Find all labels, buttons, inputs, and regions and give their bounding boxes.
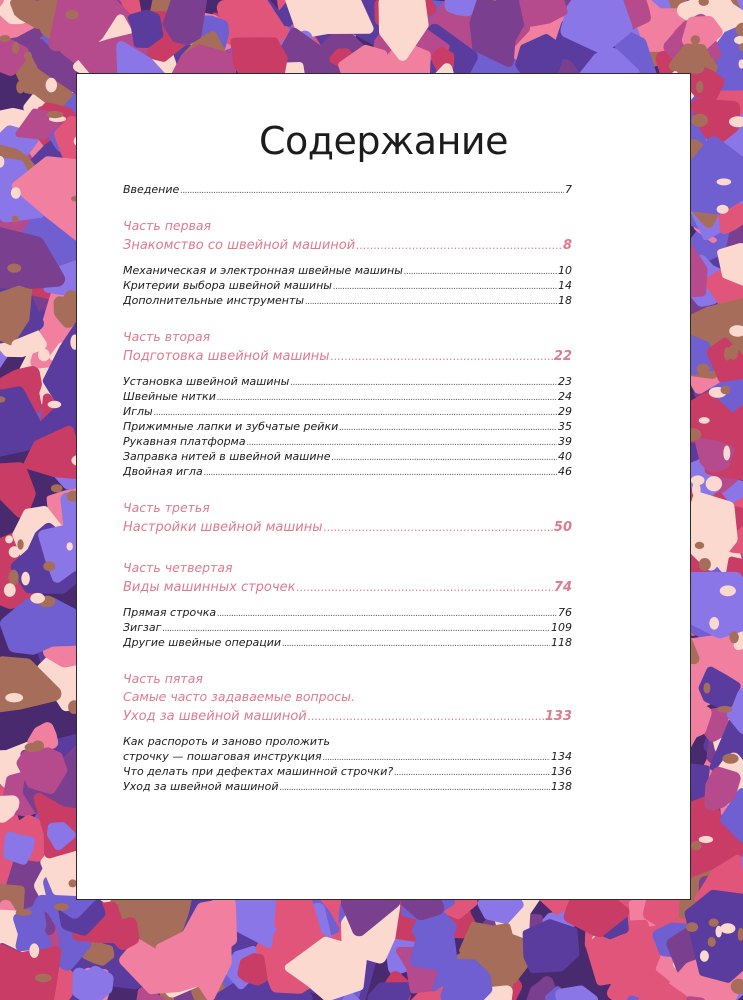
toc-entry-page: 138	[551, 780, 572, 793]
dot-leader	[162, 622, 550, 635]
toc-entry-label: Прямая строчка	[123, 606, 217, 619]
floral-blob	[475, 2, 512, 62]
toc-entry-page: 14	[558, 279, 572, 292]
toc-entry[interactable]	[123, 464, 572, 479]
toc-entry-label: Другие швейные операции	[123, 636, 282, 649]
part-heading-label: Настройки швейной машины	[123, 520, 323, 535]
floral-blob	[568, 0, 626, 47]
toc-entry-label: Иглы	[123, 405, 153, 418]
dot-leader	[290, 376, 557, 389]
toc-entry-page: 76	[558, 606, 572, 619]
floral-dot	[11, 187, 21, 199]
floral-dot	[709, 617, 719, 630]
toc-entry-page: 46	[558, 465, 572, 478]
toc-entry-label: Установка швейной машины	[123, 375, 290, 388]
dot-leader	[331, 346, 553, 368]
floral-blob	[0, 470, 28, 511]
toc-entry-page: 134	[551, 750, 572, 763]
part-label: Часть третья	[123, 500, 210, 515]
dot-leader	[247, 436, 557, 449]
part-label: Часть пятая	[123, 671, 203, 686]
dot-leader	[217, 391, 557, 404]
floral-dot	[721, 15, 735, 25]
toc-entry[interactable]	[123, 293, 572, 308]
toc-entry-label: Критерии выбора швейной машины	[123, 279, 332, 292]
toc-entry-label: Заправка нитей в швейной машине	[123, 450, 331, 463]
floral-dot	[12, 216, 19, 223]
spacer	[123, 539, 572, 559]
floral-blob	[447, 965, 486, 999]
floral-dot	[709, 919, 719, 927]
part-heading[interactable]	[123, 235, 572, 257]
toc-entry[interactable]	[123, 605, 572, 620]
floral-dot	[717, 706, 733, 713]
table-of-contents	[123, 182, 572, 794]
floral-dot	[43, 561, 55, 571]
floral-dot	[8, 800, 19, 812]
floral-dot	[691, 475, 705, 485]
toc-entry[interactable]	[123, 449, 572, 464]
floral-dot	[67, 542, 73, 550]
floral-dot	[0, 35, 10, 42]
dot-leader	[180, 184, 564, 197]
toc-entry-intro[interactable]	[123, 182, 572, 197]
part-label: Часть вторая	[123, 329, 211, 344]
part-label: Часть четвертая	[123, 560, 233, 575]
toc-entry[interactable]	[123, 263, 572, 278]
floral-dot	[27, 696, 44, 705]
floral-blob	[7, 604, 83, 648]
floral-dot	[721, 386, 731, 395]
dot-leader	[356, 235, 562, 257]
toc-entry-label: Механическая и электронная швейные машины	[123, 264, 403, 277]
floral-blob	[526, 922, 576, 969]
part-heading-page: 8	[562, 238, 572, 253]
toc-entry-label: Дополнительные инструменты	[123, 294, 305, 307]
toc-entry[interactable]	[123, 278, 572, 293]
dot-leader	[331, 451, 557, 464]
floral-dot	[66, 10, 79, 20]
page-title: Содержание	[259, 119, 508, 163]
floral-dot	[686, 922, 698, 932]
toc-entry-label: Прижимные лапки и зубчатые рейки	[123, 420, 339, 433]
toc-entry-page: 35	[558, 420, 572, 433]
floral-dot	[48, 401, 62, 408]
floral-dot	[47, 111, 64, 118]
floral-dot	[720, 585, 736, 596]
dot-leader	[296, 577, 552, 599]
floral-dot	[696, 81, 703, 93]
floral-blob	[22, 753, 61, 788]
floral-dot	[35, 974, 52, 983]
floral-blob	[452, 0, 472, 9]
part-heading-label: Знакомство со швейной машиной	[123, 238, 356, 253]
floral-blob	[711, 774, 733, 804]
part-heading-line: Самые часто задаваемые вопросы.	[123, 689, 355, 704]
dot-leader	[280, 781, 551, 794]
floral-dot	[46, 78, 57, 93]
toc-entry-page: 109	[551, 621, 572, 634]
floral-dot	[16, 909, 32, 916]
floral-dot	[708, 937, 716, 947]
floral-dot	[699, 836, 713, 843]
floral-dot	[725, 536, 736, 543]
floral-dot	[723, 446, 730, 461]
toc-entry-label: строчку — пошаговая инструкция	[123, 750, 322, 763]
floral-dot	[4, 583, 16, 597]
floral-dot	[691, 35, 701, 44]
toc-parts	[123, 197, 572, 794]
spacer	[123, 479, 572, 499]
toc-entry[interactable]	[123, 419, 572, 434]
dot-leader	[217, 607, 557, 620]
toc-entry-page: 18	[558, 294, 572, 307]
floral-dot	[717, 178, 732, 185]
floral-dot	[703, 683, 710, 694]
floral-blob	[285, 0, 369, 33]
floral-dot	[729, 631, 738, 643]
toc-entry-label: Уход за швейной машиной	[123, 780, 279, 793]
dot-leader	[323, 751, 550, 764]
floral-dot	[17, 539, 23, 549]
dot-leader	[339, 421, 557, 434]
floral-dot	[51, 484, 63, 492]
toc-entry-line: Как распороть и заново проложить	[123, 735, 330, 748]
toc-entry-label: Введение	[123, 183, 180, 196]
spacer	[123, 197, 572, 217]
dot-leader	[204, 466, 557, 479]
floral-dot	[5, 535, 13, 543]
floral-blob	[561, 992, 592, 1000]
floral-dot	[706, 476, 722, 491]
floral-dot	[21, 572, 30, 586]
toc-entry-label: Что делать при дефектах машинной строчки?	[123, 765, 394, 778]
toc-entry[interactable]	[123, 620, 572, 635]
toc-entry-page: 7	[565, 183, 572, 196]
floral-dot	[11, 339, 26, 351]
floral-dot	[699, 558, 711, 571]
floral-blob	[687, 499, 731, 564]
floral-dot	[723, 267, 740, 278]
floral-dot	[717, 205, 729, 214]
floral-dot	[32, 741, 44, 752]
toc-entry-page: 40	[558, 450, 572, 463]
floral-dot	[720, 923, 735, 933]
dot-leader	[282, 637, 550, 650]
part-heading-page: 22	[553, 349, 572, 364]
toc-entry[interactable]	[123, 434, 572, 449]
toc-entry-label: Швейные нитки	[123, 390, 216, 403]
toc-entry-page: 136	[551, 765, 572, 778]
toc-entry[interactable]	[123, 404, 572, 419]
toc-entry-label: Зигзаг	[123, 621, 162, 634]
floral-dot	[699, 417, 710, 424]
floral-dot	[715, 319, 731, 329]
dot-leader	[323, 517, 552, 539]
floral-blob	[417, 933, 450, 964]
toc-entry-page: 39	[558, 435, 572, 448]
toc-entry-page: 118	[551, 636, 572, 649]
spacer	[123, 308, 572, 328]
floral-dot	[697, 364, 710, 375]
part-heading-page: 133	[544, 709, 572, 724]
toc-entry[interactable]	[123, 764, 572, 779]
floral-blob	[242, 958, 262, 980]
floral-dot	[695, 542, 704, 549]
floral-dot	[30, 593, 45, 604]
toc-entry[interactable]	[123, 749, 572, 764]
floral-dot	[3, 915, 10, 922]
contents-page	[76, 73, 691, 900]
floral-dot	[691, 841, 702, 850]
floral-dot	[7, 264, 21, 273]
part-heading-label: Уход за швейной машиной	[123, 709, 307, 724]
toc-entry-page: 23	[558, 375, 572, 388]
part-heading-label: Подготовка швейной машины	[123, 349, 330, 364]
part-heading[interactable]	[123, 706, 572, 728]
floral-blob	[132, 14, 159, 44]
floral-blob	[371, 986, 411, 1000]
part-heading-label: Виды машинных строчек	[123, 580, 296, 595]
floral-dot	[24, 52, 32, 60]
part-heading[interactable]	[123, 517, 572, 539]
floral-dot	[724, 347, 731, 360]
part-heading-page: 74	[553, 580, 572, 595]
toc-entry-page: 24	[558, 390, 572, 403]
part-heading-page: 50	[553, 520, 572, 535]
dot-leader	[394, 766, 550, 779]
floral-dot	[695, 65, 704, 73]
dot-leader	[305, 295, 557, 308]
dot-leader	[308, 706, 544, 728]
floral-blob	[116, 925, 133, 943]
floral-dot	[16, 81, 24, 94]
toc-entry-page: 29	[558, 405, 572, 418]
toc-entry-label: Двойная игла	[123, 465, 203, 478]
floral-dot	[29, 943, 39, 958]
floral-dot	[9, 570, 19, 586]
floral-blob	[52, 827, 72, 846]
floral-blob	[166, 0, 204, 42]
floral-dot	[692, 114, 708, 127]
floral-dot	[12, 42, 19, 54]
floral-dot	[722, 754, 738, 764]
part-heading[interactable]	[123, 577, 572, 599]
toc-entry[interactable]	[123, 779, 572, 794]
toc-entry[interactable]	[123, 635, 572, 650]
floral-dot	[5, 693, 23, 702]
part-label: Часть первая	[123, 218, 212, 233]
toc-entry[interactable]	[123, 389, 572, 404]
spacer	[123, 650, 572, 670]
floral-dot	[700, 950, 709, 961]
toc-entry-label: Рукавная платформа	[123, 435, 246, 448]
dot-leader	[404, 265, 557, 278]
toc-entry[interactable]	[123, 374, 572, 389]
floral-dot	[54, 903, 69, 910]
toc-entry-page: 10	[558, 264, 572, 277]
floral-blob	[8, 836, 31, 860]
dot-leader	[333, 280, 557, 293]
dot-leader	[154, 406, 557, 419]
floral-blob	[79, 972, 107, 996]
part-heading[interactable]	[123, 346, 572, 368]
floral-dot	[38, 349, 50, 362]
